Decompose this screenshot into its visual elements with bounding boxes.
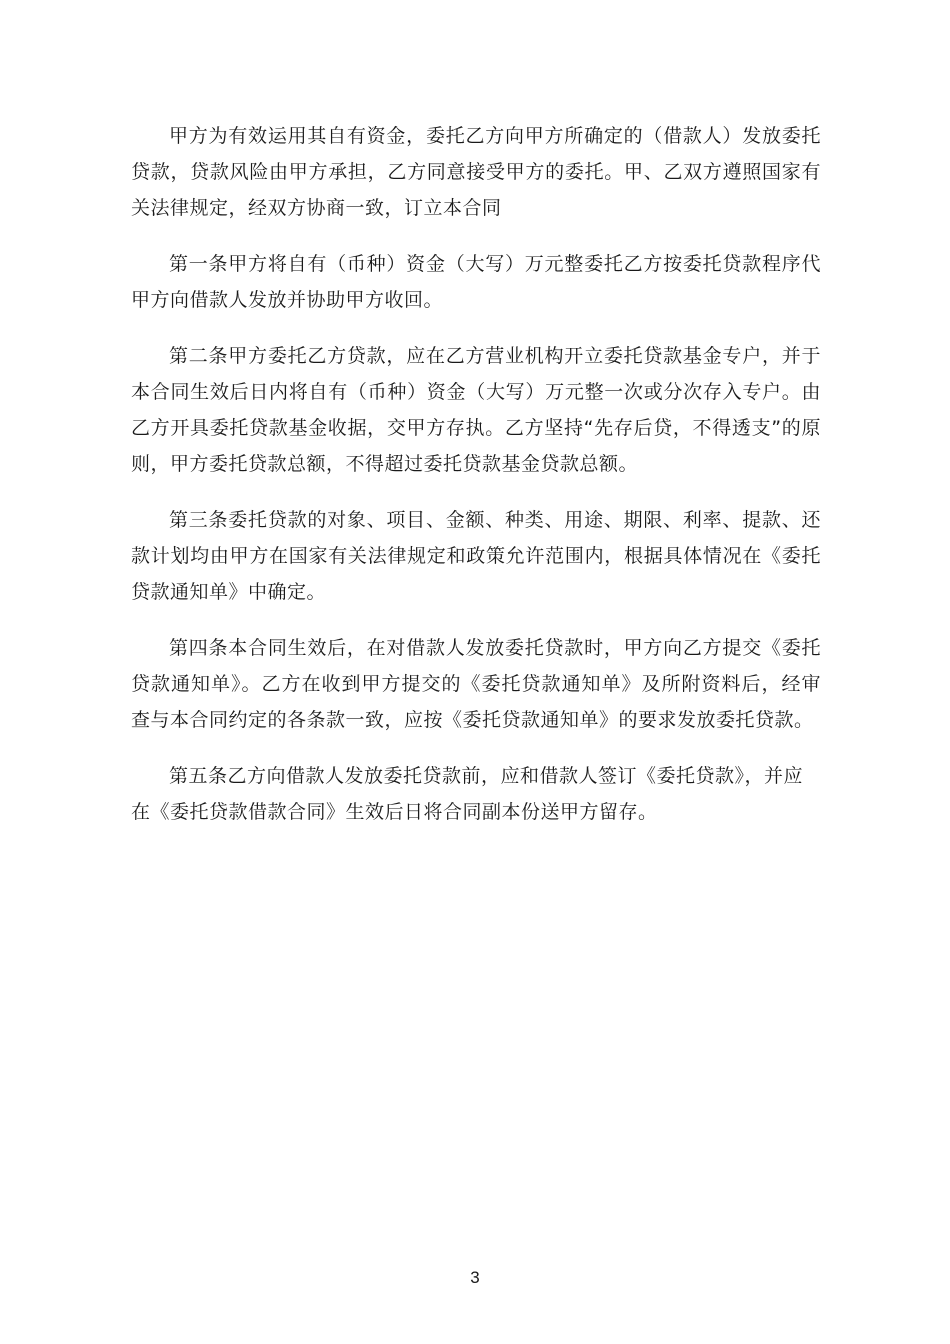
document-body	[131, 118, 821, 850]
paragraph-article-3: 第三条委托贷款的对象、项目、金额、种类、用途、期限、利率、提款、还款计划均由甲方在国家有关法律规定和政策允许范围内，根据具体情况在《委托贷款通知单》中确定。	[131, 509, 821, 603]
page-number: 3	[470, 1268, 480, 1287]
paragraph-article-4: 第四条本合同生效后，在对借款人发放委托贷款时，甲方向乙方提交《委托贷款通知单》。乙方在收到甲方提交的《委托贷款通知单》及所附资料后，经审查与本合同约定的各条款一致，应按《委托贷款通知单》的要求发放委托贷款。	[131, 637, 821, 731]
paragraph-preamble: 甲方为有效运用其自有资金，委托乙方向甲方所确定的（借款人）发放委托贷款，贷款风险由甲方承担，乙方同意接受甲方的委托。甲、乙双方遵照国家有关法律规定，经双方协商一致，订立本合同	[131, 125, 821, 219]
paragraph-article-5: 第五条乙方向借款人发放委托贷款前，应和借款人签订《委托贷款》，并应在《委托贷款借款合同》生效后日将合同副本份送甲方留存。	[131, 765, 804, 823]
paragraph-article-1: 第一条甲方将自有（币种）资金（大写）万元整委托乙方按委托贷款程序代甲方向借款人发放并协助甲方收回。	[131, 253, 821, 311]
paragraph-article-2: 第二条甲方委托乙方贷款，应在乙方营业机构开立委托贷款基金专户，并于本合同生效后日内将自有（币种）资金（大写）万元整一次或分次存入专户。由乙方开具委托贷款基金收据，交甲方存执。乙方坚持“先存后贷，不得透支”的原则，甲方委托贷款总额，不得超过委托贷款基金贷款总额。	[131, 345, 821, 475]
